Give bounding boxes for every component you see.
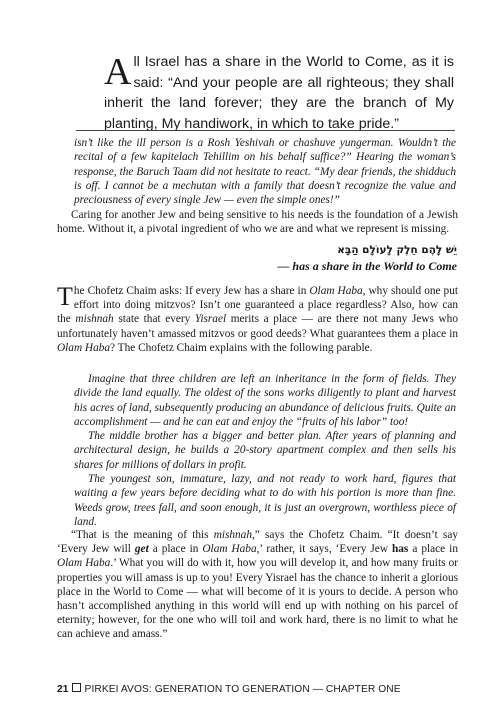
- drop-cap-t: T: [57, 282, 73, 311]
- mishnah-body: ll Israel has a share in the World to Come, as it is said: “And your people are all righteous; they shall inherit the land forever; they are the branch of My planting, My handiwork, in which to take pride.”: [104, 54, 454, 132]
- meaning-paragraph: “That is the meaning of this mishnah,” says the Chofetz Chaim. “It doesn’t say ‘Every Jew will get a place in Olam Haba,’ rather, it says, ‘Every Jew has a place in Olam Haba.’ What you will do with it, how you will develop it, and how many fruits or properties you will amass is up to you! Every Yisrael has the chance to inherit a glorious place in the World to Come — what will become of it is yours to decide. A person who hasn’t accomplished anything in this world will end up with nothing on his parcel of eternity; however, for the one who will toil and work hard, there is no limit to what he can achieve and amass.”: [57, 529, 458, 641]
- chofetz-paragraph: The Chofetz Chaim asks: If every Jew has a share in Olam Haba, why should one put effort into doing mitzvos? Isn’t one guaranteed a place regardless? Also, how can the mishnah state that every Yisrael merits a place — are there not many Jews who unfortunately haven’t amassed mitzvos or good deeds? What guarantees them a place in Olam Haba? The Chofetz Chaim explains with the following parable.: [57, 282, 458, 354]
- section-divider: [76, 130, 455, 131]
- english-heading: — has a share in the World to Come: [277, 259, 457, 273]
- book-title: PIRKEI AVOS: GENERATION TO GENERATION: [84, 684, 310, 695]
- page-footer: [57, 683, 401, 695]
- mishnah-text: [104, 52, 454, 134]
- parable-paragraph: The youngest son, immature, lazy, and not ready to work hard, figures that waiting a few years before deciding what to do with his portion is more than fine. Weeds grow, trees fall, and soon enough, it is just an overgrown, worthless piece of land.: [74, 473, 456, 528]
- parable-block: [74, 372, 456, 529]
- caring-paragraph: Caring for another Jew and being sensitive to his needs is the foundation of a Jewish home. Without it, a pivotal ingredient of who we are and what we represent is missing.: [57, 209, 458, 236]
- story-continuation: isn’t like the ill person is a Rosh Yeshivah or chashuve yungerman. Wouldn’t the recital of a few kapitelach Tehillim on his behalf suffice?” Hearing the woman’s response, the Baruch Taam did not hesitate to react. “My dear friends, the shidduch is off. I cannot be a mechutan with a family that doesn’t recognize the value and preciousness of every single Jew — even the simple ones!”: [74, 137, 456, 207]
- square-bullet-icon: [72, 683, 81, 692]
- chapter-label: — CHAPTER ONE: [312, 684, 401, 695]
- drop-cap: A: [104, 51, 132, 93]
- hebrew-heading: יֵשׁ לָהֶם חֵלֶק לָעוֹלָם הַבָּא: [337, 244, 457, 256]
- page-number: 21: [57, 684, 69, 695]
- parable-paragraph: Imagine that three children are left an inheritance in the form of fields. They divide the land equally. The oldest of the sons works diligently to plant and harvest his acres of land, subsequently producing an abundance of delicious fruits. Quite an accomplishment — and he can eat and enjoy the “fruits of his labor” too!: [74, 373, 456, 428]
- parable-paragraph: The middle brother has a bigger and better plan. After years of planning and architectural design, he builds a 20-story apartment complex and then sells his shares for millions of dollars in profit.: [74, 430, 456, 471]
